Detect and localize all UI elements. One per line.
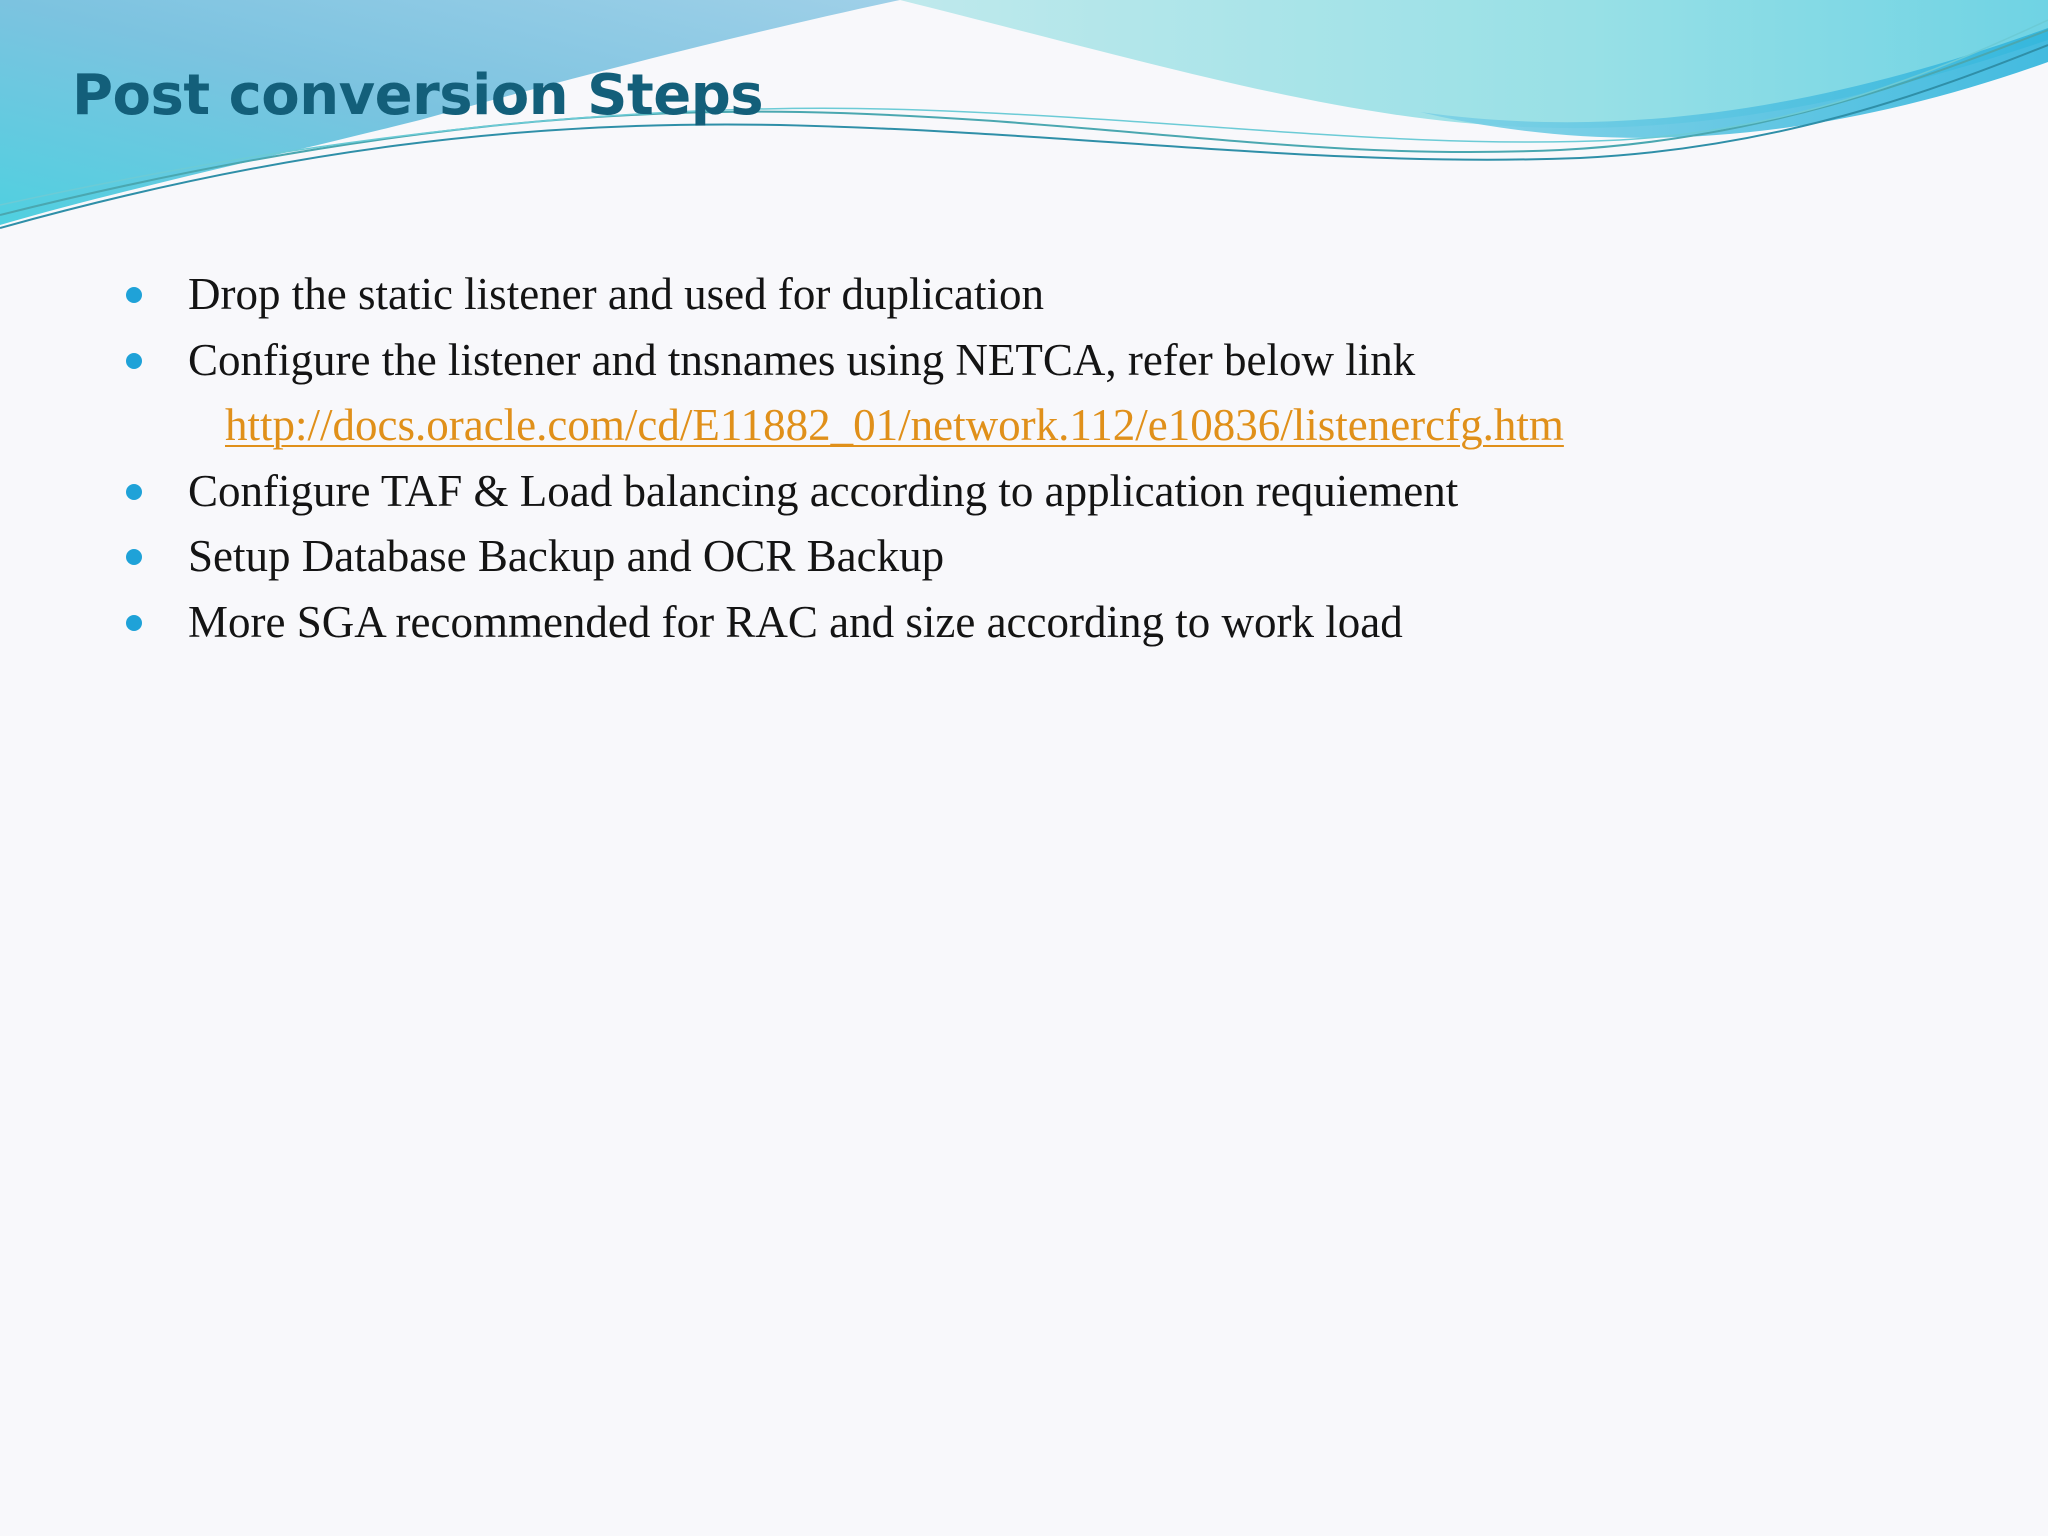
bullet-icon [126, 287, 142, 303]
list-item [124, 459, 1944, 525]
list-item [124, 590, 1944, 656]
bullet-list [124, 262, 1944, 655]
list-item [124, 328, 1944, 394]
list-item [124, 524, 1944, 590]
list-item-text: Configure TAF & Load balancing according to application requiement [188, 465, 1459, 516]
list-item-text: More SGA recommended for RAC and size according to work load [188, 596, 1403, 647]
bullet-icon [126, 353, 142, 369]
list-item-text: Setup Database Backup and OCR Backup [188, 531, 945, 581]
bullet-icon [126, 615, 142, 631]
header-wave-decoration [0, 0, 2048, 260]
list-item-link-line [124, 393, 1944, 459]
list-item-text: Configure the listener and tnsnames using NETCA, refer below link [188, 334, 1416, 385]
reference-link[interactable]: http://docs.oracle.com/cd/E11882_01/network.112/e10836/listenercfg.htm [225, 400, 1564, 450]
bullet-icon [126, 484, 142, 500]
list-item-text: Drop the static listener and used for duplication [188, 269, 1045, 319]
bullet-icon [126, 549, 142, 565]
slide-title: Post conversion Steps [72, 63, 764, 128]
list-item [124, 262, 1944, 328]
